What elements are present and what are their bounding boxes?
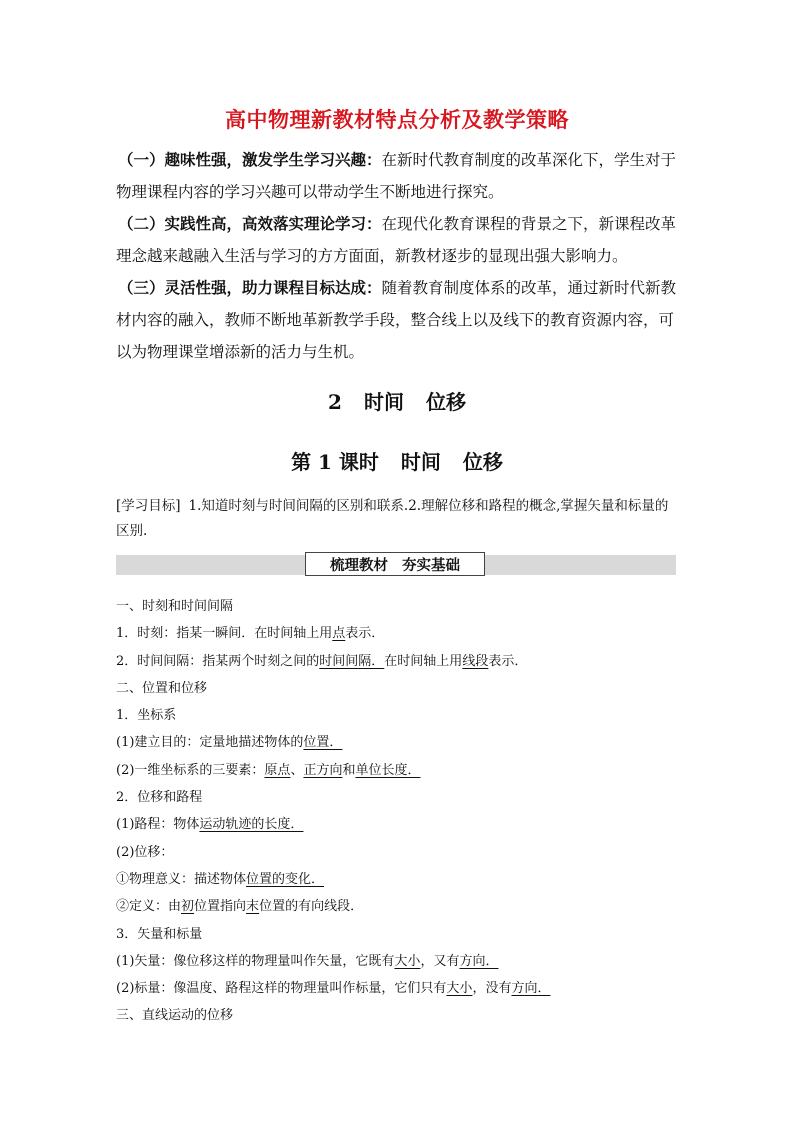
- section-label-box: [305, 552, 485, 576]
- underlined-term: 位置的变化．: [246, 871, 325, 887]
- objectives-label: [学习目标]: [116, 498, 181, 514]
- underlined-term: 方向．: [459, 953, 499, 969]
- content-line: [116, 757, 680, 784]
- content-line: [116, 811, 680, 838]
- content-line: [116, 948, 680, 975]
- content-line: [116, 729, 680, 756]
- line-text: ①物理意义：描述物体: [116, 871, 247, 887]
- lesson-title-b: 位移: [462, 450, 503, 474]
- line-text: 1．时刻：指某一瞬间．在时间轴上用: [116, 626, 333, 642]
- learning-objectives: [116, 494, 680, 544]
- underlined-term: 末: [246, 899, 260, 915]
- section-label-left: 梳理教材: [330, 557, 388, 574]
- lesson-heading: [0, 446, 794, 475]
- underlined-term: 正方向: [303, 762, 343, 778]
- line-text: 2．时间间隔：指某两个时刻之间的: [116, 653, 320, 669]
- line-text: (1)路程：物体: [116, 817, 200, 833]
- underlined-term: 大小: [394, 953, 421, 969]
- underlined-term: 点: [332, 626, 346, 642]
- underlined-term: 初: [181, 899, 195, 915]
- line-text: 1．坐标系: [116, 708, 177, 724]
- line-text: 、: [290, 762, 304, 778]
- content-line: [116, 1002, 680, 1029]
- line-text: 在时间轴上用: [384, 653, 463, 669]
- line-text: (2)位移：: [116, 844, 174, 860]
- line-text: (2)一维坐标系的三要素：: [116, 762, 265, 778]
- line-text: ②定义：由: [116, 899, 182, 915]
- underlined-term: 大小: [446, 981, 473, 997]
- line-text: 和: [342, 762, 356, 778]
- line-text: ，没有: [472, 981, 512, 997]
- intro-text-2: 在现代化教育课程的背景之下，新课程改革理念越来越融入生活与学习的方方面面，新教材逐步的显现出强大影响力。: [116, 215, 677, 265]
- chapter-number: 2: [328, 390, 342, 414]
- lesson-title-a: 时间: [400, 450, 441, 474]
- line-text: (1)建立目的：定量地描述物体的: [116, 735, 304, 751]
- chapter-heading: [0, 386, 794, 415]
- content-line: [116, 893, 680, 920]
- line-text: 位置指向: [194, 899, 247, 915]
- line-text: 2．位移和路程: [116, 790, 203, 806]
- line-text: 3．矢量和标量: [116, 926, 203, 942]
- content-line: [116, 620, 680, 647]
- line-text: (2)标量：像温度、路程这样的物理量叫作标量，它们只有: [116, 981, 447, 997]
- content-list: [116, 593, 680, 1030]
- content-line: [116, 593, 680, 620]
- content-line: [116, 675, 680, 702]
- intro-paragraph-3: [116, 272, 680, 368]
- lesson-label: 第 1 课时: [291, 450, 379, 474]
- intro-text-1: 在新时代教育制度的改革深化下，学生对于物理课程内容的学习兴趣可以带动学生不断地进行探究。: [116, 151, 677, 201]
- underlined-term: 时间间隔．: [319, 653, 385, 669]
- content-line: [116, 866, 680, 893]
- section-label-right: 夯实基础: [402, 557, 460, 574]
- content-line: [116, 702, 680, 729]
- chapter-title-a: 时间: [363, 390, 404, 414]
- line-text: (1)矢量：像位移这样的物理量叫作矢量，它既有: [116, 953, 395, 969]
- content-line: [116, 921, 680, 948]
- intro-lead-1: （一）趣味性强，激发学生学习兴趣：: [118, 150, 382, 169]
- line-text: ，又有: [420, 953, 460, 969]
- intro-lead-2: （二）实践性高，高效落实理论学习：: [118, 214, 382, 233]
- document-title: 高中物理新教材特点分析及教学策略: [225, 108, 569, 132]
- content-line: [116, 975, 680, 1002]
- intro-paragraph-1: [116, 144, 680, 208]
- line-text: 表示．: [488, 653, 528, 669]
- line-text: 位置的有向线段．: [259, 899, 364, 915]
- content-line: [116, 784, 680, 811]
- intro-lead-3: （三）灵活性强，助力课程目标达成：: [118, 278, 382, 297]
- line-text: 二、位置和位移: [116, 680, 208, 696]
- underlined-term: 运动轨迹的长度．: [199, 817, 304, 833]
- content-line: [116, 839, 680, 866]
- underlined-term: 位置．: [303, 735, 343, 751]
- objectives-text: 1.知道时刻与时间间隔的区别和联系.2.理解位移和路程的概念,掌握矢量和标量的区别.: [116, 498, 669, 539]
- underlined-term: 线段: [462, 653, 489, 669]
- line-text: 一、时刻和时间间隔: [116, 599, 234, 614]
- chapter-title-b: 位移: [425, 390, 466, 414]
- underlined-term: 方向．: [511, 981, 551, 997]
- content-line: [116, 648, 680, 675]
- intro-paragraph-2: [116, 208, 680, 272]
- line-text: 表示．: [345, 626, 385, 642]
- line-text: 三、直线运动的位移: [116, 1008, 234, 1024]
- intro-text-3: 随着教育制度体系的改革，通过新时代新教材内容的融入，教师不断地革新教学手段，整合线上以及线下的教育资源内容，可以为物理课堂增添新的活力与生机。: [116, 279, 677, 361]
- underlined-term: 单位长度．: [355, 762, 421, 778]
- underlined-term: 原点: [264, 762, 291, 778]
